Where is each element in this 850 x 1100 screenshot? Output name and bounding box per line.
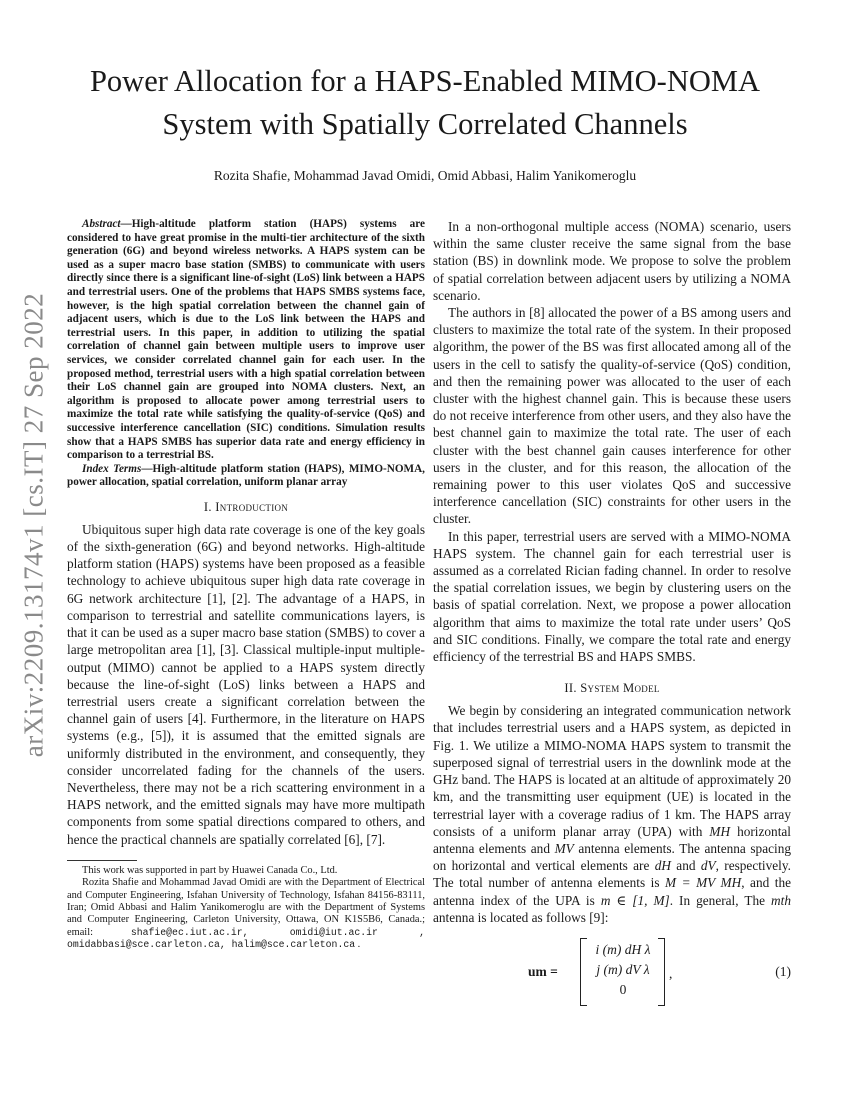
arxiv-id[interactable]: arXiv:2209.13174v1 [cs.IT] 27 Sep 2022 [18, 292, 49, 758]
equation-1: um = i (m) dH λ j (m) dV λ 0 , (1) [433, 934, 791, 1016]
author-list: Rozita Shafie, Mohammad Javad Omidi, Omid Abbasi, Halim Yanikomeroglu [213, 168, 637, 183]
right-bracket [658, 938, 665, 1006]
intro-paragraph-2: In a non-orthogonal multiple access (NOMA) scenario, users within the same cluster receive the same signal from the base station (BS) in downlink mode. We propose to solve the problem of spatial correlation between adjacent users by utilizing a NOMA scenario. [433, 219, 791, 303]
footnote-divider [67, 860, 137, 861]
index-terms-text: —High-altitude platform station (HAPS), MIMO-NOMA, power allocation, spatial correlation, uniform planar array [67, 462, 425, 489]
section-heading-introduction: I. Introduction [203, 499, 289, 514]
footnote-emails[interactable]: shafie@ec.iut.ac.ir, omidi@iut.ac.ir , omidabbasi@sce.carleton.ca, halim@sce.carleton.ca [67, 926, 425, 951]
footnote-support: This work was supported in part by Huawei Canada Co., Ltd. [82, 864, 338, 876]
footnote: This work was supported in part by Huawei Canada Co., Ltd. Rozita Shafie and Mohammad Javad Omidi are with the Department of Electrical and Computer Engineering, Isfahan University of Technology, Isfahan 84156-83111, Iran; Omid Abbasi and Halim Yanikomeroglu are with the Department of Systems and Computer Engineering, Carleton University, Ottawa, ON K1S5B6, Canada.; email: shafie@ec.iut.ac.ir, omidi@iut.ac.ir , omidabbasi@sce.carleton.ca, halim@sce.carleton.ca . [67, 864, 425, 951]
abstract-text: —High-altitude platform station (HAPS) systems are considered to have great promise in the multi-tier architecture of the sixth generation (6G) and beyond wireless networks. A HAPS system can be used as a super macro base station (SMBS) to communicate with users directly since there is a significant line-of-sight (LoS) link between a HAPS and terrestrial users. One of the problems that HAPS SMBS systems face, however, is the high spatial correlation between the channel gain of adjacent users, which is due to the LoS link between the HAPS and terrestrial users. In this paper, in addition to utilizing the spatial correlation of channel gain between multiple users to improve user services, we consider correlated channel gain for each user. In the proposed method, terrestrial users with a high spatial correlation between their LoS channel gain are grouped into NOMA clusters. Next, an algorithm is proposed to allocate power among terrestrial users to maximize the total rate while satisfying the quality-of-service (QoS) and successive interference cancellation (SIC) conditions. Simulation results show that a HAPS SMBS has superior data rate and energy efficiency in comparison to a terrestrial BS. [67, 218, 425, 462]
abstract-lead: Abstract [82, 218, 121, 230]
arxiv-sidebar-stamp [4, 290, 64, 760]
intro-paragraph-3: The authors in [8] allocated the power of a BS among users and clusters to maximize the total rate of the system. In their proposed algorithm, the power of the BS was first allocated among all of the users in the cell to satisfy the quality-of-service (QoS) condition, and then the remaining power was allocated to the user of each cluster with the highest channel gain. This is because these users do not receive interference from other users, and they also have the best channel gain to maximize the total rate. The user of each cluster with the best channel gain causes interference for other users in the cluster, and for this reason, the allocation of the remaining power to this user violates QoS and successive interference cancellation (SIC) constraints for other users in the cluster. [433, 305, 791, 527]
footnote-affiliations: Rozita Shafie and Mohammad Javad Omidi are with the Department of Electrical and Computer Engineering, Isfahan University of Technology, Isfahan 84156-83111, Iran; Omid Abbasi and Halim Yanikomeroglu are with the Department of Systems and Computer Engineering, Carleton University, Ottawa, ON K1S5B6, Canada.; email: [67, 877, 425, 938]
paper-title: Power Allocation for a HAPS-Enabled MIMO-NOMA System with Spatially Correlated Channels [89, 64, 761, 141]
left-column [67, 218, 425, 952]
section-heading-system-model: II. System Model [564, 681, 660, 696]
intro-paragraph-1: Ubiquitous super high data rate coverage is one of the key goals of the sixth-generation (6G) and beyond networks. High-altitude platform station (HAPS) systems have been proposed as a feasible technology to achieve ubiquitous super high data rate coverage in 6G network architecture [1], [2]. The advantage of a HAPS, in comparison to terrestrial and satellite communications layers, is that it can be used as a super macro base station (SMBS) to cover a large metropolitan area [1], [3]. Classical multiple-input multiple-output (MIMO) cannot be applied to a HAPS system directly because the line-of-sight (LoS) links between a HAPS and terrestrial users create a significant correlation between the channel gain of users [4]. Furthermore, in the literature on HAPS systems (e.g., [5]), it is assumed that the emitted signals are uniformly distributed in the environment, and consequently, they consider uncorrelated fading for the channels of the users. Nevertheless, there may not be a rich scattering environment in a HAPS network, and the emitted signals may have more multipath components from some spatial directions compared to others, and hence the practical channels are spatially correlated [6], [7]. [67, 521, 425, 847]
left-bracket [580, 938, 587, 1006]
system-model-paragraph-1: We begin by considering an integrated communication network that includes terrestrial users and a HAPS system, as depicted in Fig. 1. We utilize a MIMO-NOMA HAPS system to transmit the superposed signal of terrestrial users in the downlink mode at the GHz band. The HAPS is located at an altitude of approximately 20 km, and the transmitting user equipment (UE) is located in the terrestrial layer with a coverage radius of 1 km. The HAPS array consists of a uniform planar array (UPA) with MH horizontal antenna elements and MV antenna elements. The antenna spacing on horizontal and vertical elements are dH and dV, respectively. The total number of antenna elements is M = MV MH, and the antenna index of the UPA is m ∈ [1, M]. In general, The mth antenna is located as follows [9]: [433, 703, 791, 925]
equation-vector: i (m) dH λ j (m) dV λ 0 [595, 941, 651, 997]
equation-lhs: um = [528, 963, 558, 979]
index-terms-lead: Index Terms [82, 462, 142, 475]
right-column [433, 218, 791, 1016]
abstract [67, 218, 425, 490]
intro-paragraph-4: In this paper, terrestrial users are served with a MIMO-NOMA HAPS system. The channel gain for each terrestrial user is assumed as a correlated Rician fading channel. In order to resolve the spatial correlation issues, we begin by clustering users on the basis of spatial correlation. Next, we propose a power allocation algorithm that aims to maximize the total rate under users’ QoS and SIC conditions. Finally, we compare the total rate and energy efficiency of the terrestrial BS and HAPS SMBS. [433, 528, 791, 665]
equation-number: (1) [775, 963, 791, 979]
